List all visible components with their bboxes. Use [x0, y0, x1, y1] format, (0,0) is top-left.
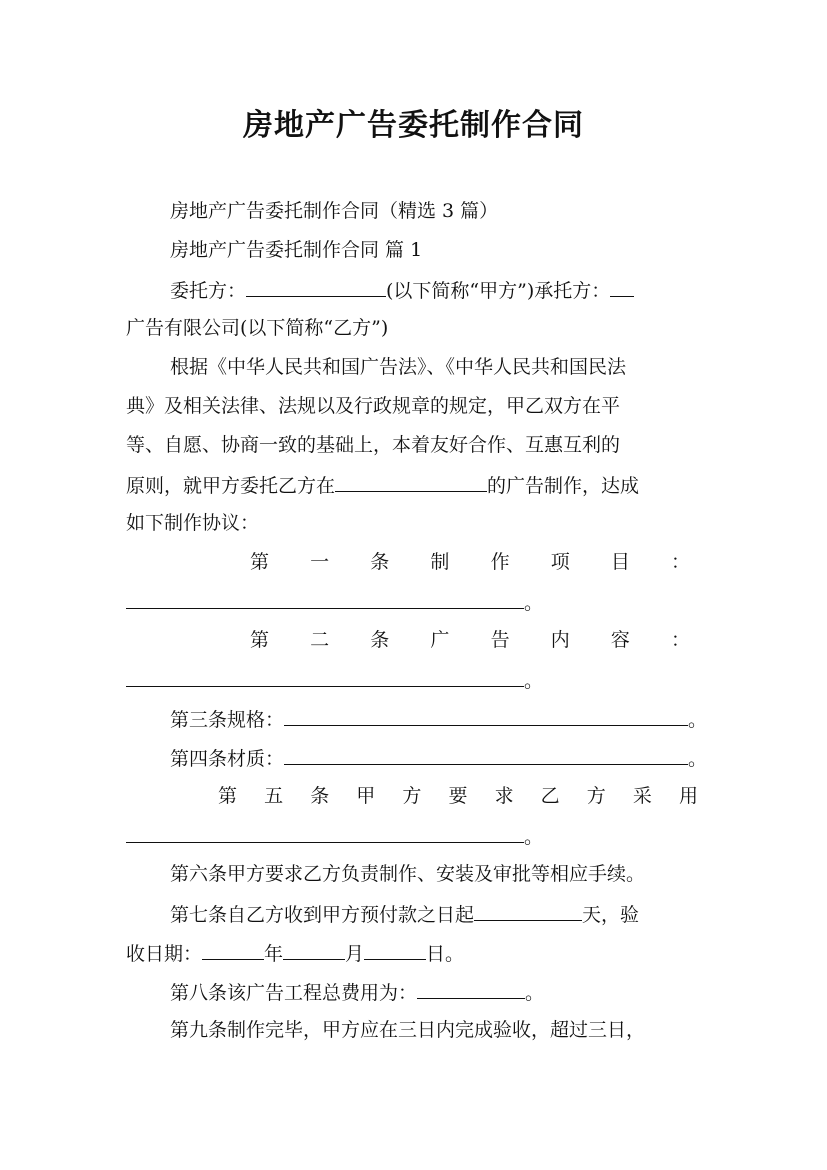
paragraph-line: 根据《中华人民共和国广告法》、《中华人民共和国民法 — [170, 356, 627, 378]
article-1-blank — [126, 588, 524, 609]
party-b-blank — [610, 276, 634, 297]
location-blank — [335, 471, 487, 492]
day-blank — [364, 939, 426, 960]
section-heading: 房地产广告委托制作合同 篇 1 — [170, 239, 423, 261]
paragraph-line: 如下制作协议： — [126, 512, 260, 534]
article-5-blank — [126, 822, 524, 843]
article-3-blank — [284, 705, 688, 726]
paragraph-line: 典》及相关法律、法规以及行政规章的规定，甲乙双方在平 — [126, 395, 621, 417]
total-fee-blank — [417, 978, 525, 999]
party-a-line: 委托方： (以下简称“甲方”)承托方： — [170, 276, 702, 304]
article-9-line: 第九条制作完毕，甲方应在三日内完成验收，超过三日， — [170, 1019, 646, 1041]
article-3-line: 第三条规格： 。 — [170, 705, 702, 733]
article-4-line: 第四条材质： 。 — [170, 744, 702, 772]
paragraph-line: 等、自愿、协商一致的基础上，本着友好合作、互惠互利的 — [126, 434, 621, 456]
days-blank — [474, 900, 582, 921]
subtitle-line: 房地产广告委托制作合同（精选 3 篇） — [170, 200, 499, 222]
paragraph-line: 原则，就甲方委托乙方在 的广告制作，达成 — [126, 471, 702, 499]
party-b-line: 广告有限公司(以下简称“乙方”) — [126, 317, 389, 339]
month-blank — [283, 939, 345, 960]
article-2-heading: 第 二 条 广 告 内 容 ： — [250, 629, 690, 651]
document-title: 房地产广告委托制作合同 — [243, 108, 584, 143]
article-8-line: 第八条该广告工程总费用为： 。 — [170, 978, 702, 1006]
article-5-blank-line: 。 — [126, 822, 702, 850]
article-2-blank-line: 。 — [126, 666, 702, 694]
article-6-line: 第六条甲方要求乙方负责制作、安装及审批等相应手续。 — [170, 863, 646, 885]
article-1-heading: 第 一 条 制 作 项 目 ： — [250, 551, 690, 573]
article-7-line: 第七条自乙方收到甲方预付款之日起 天，验 — [170, 900, 702, 928]
year-blank — [202, 939, 264, 960]
article-4-blank — [284, 744, 688, 765]
article-2-blank — [126, 666, 524, 687]
article-1-blank-line: 。 — [126, 588, 702, 616]
party-a-blank — [246, 276, 386, 297]
article-5-heading: 第 五 条 甲 方 要 求 乙 方 采 用 — [218, 785, 698, 807]
acceptance-date-line: 收日期： 年 月 日。 — [126, 939, 702, 967]
